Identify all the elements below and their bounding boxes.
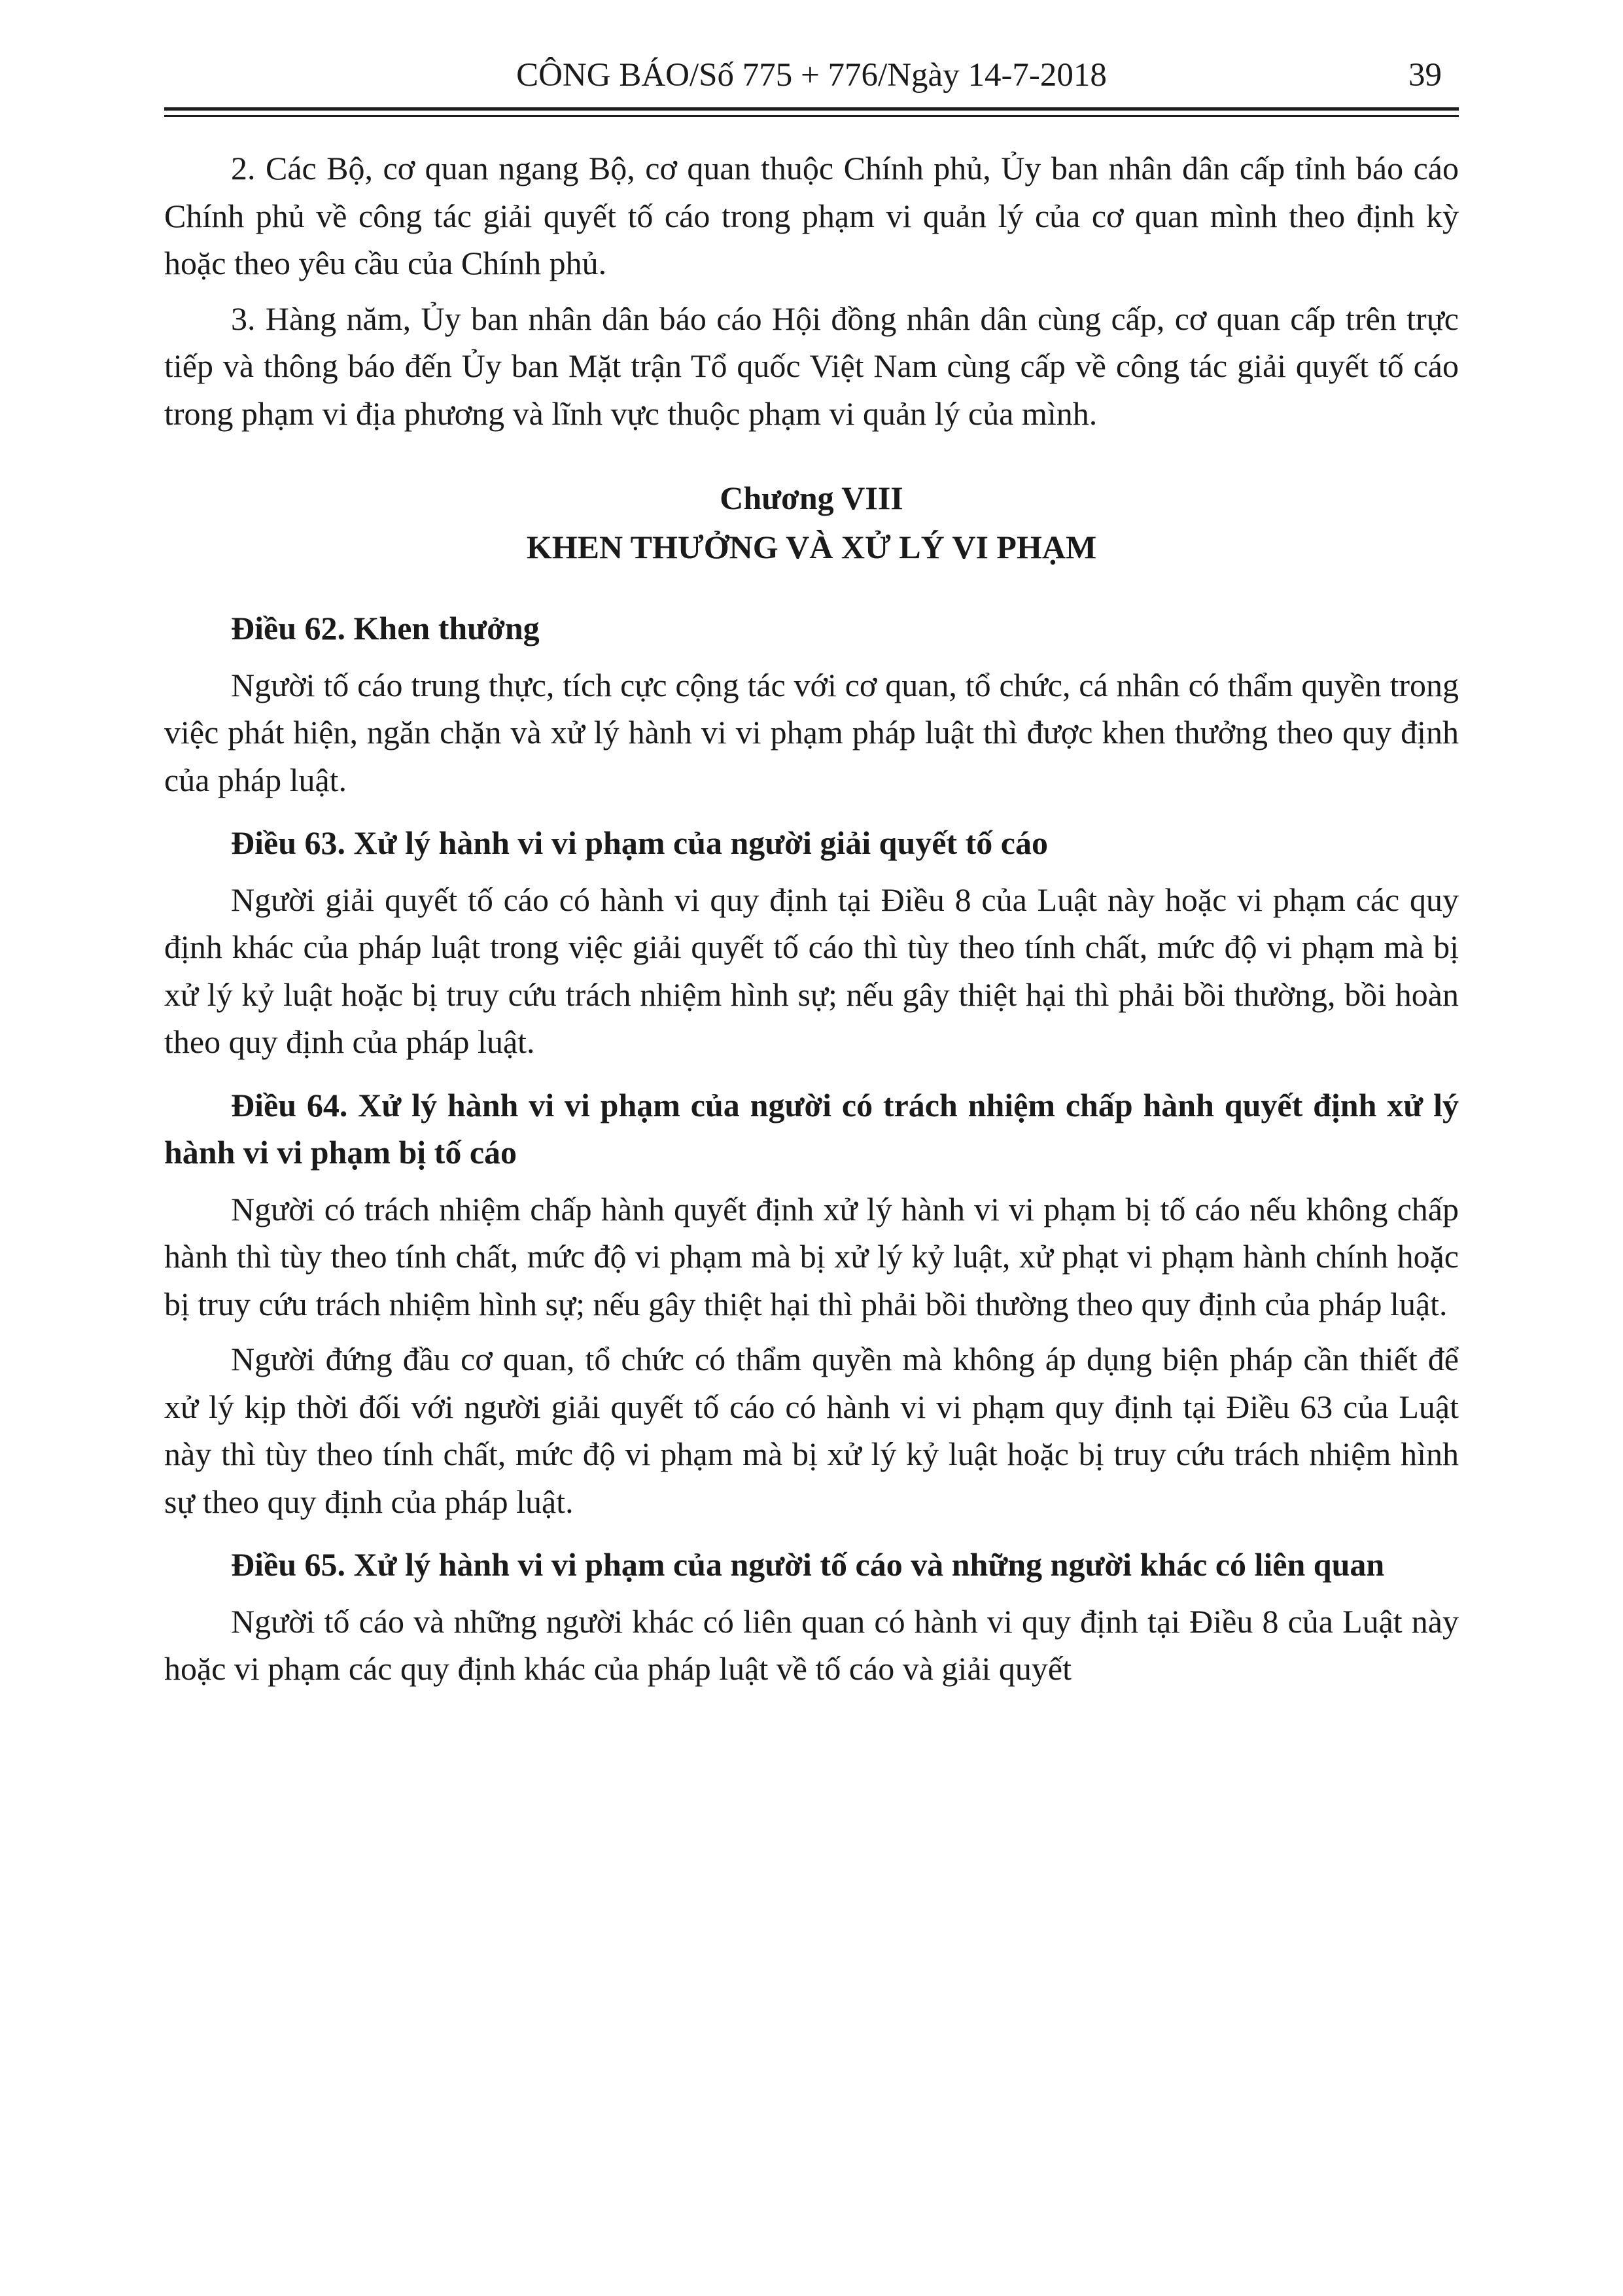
article-64-heading: Điều 64. Xử lý hành vi vi phạm của người có trách nhiệm chấp hành quyết định xử lý hành vi vi phạm bị tố cáo <box>164 1086 1459 1171</box>
document-content <box>164 145 1459 1693</box>
article-64-body-paragraph-1: Người có trách nhiệm chấp hành quyết định xử lý hành vi vi phạm bị tố cáo nếu không chấp hành thì tùy theo tính chất, mức độ vi phạm mà bị xử lý kỷ luật, xử phạt vi phạm hành chính hoặc bị truy cứu trách nhiệm hình sự; nếu gây thiệt hại thì phải bồi thường theo quy định của pháp luật. <box>164 1190 1459 1322</box>
paragraph-clause-2: 2. Các Bộ, cơ quan ngang Bộ, cơ quan thuộc Chính phủ, Ủy ban nhân dân cấp tỉnh báo cáo Chính phủ về công tác giải quyết tố cáo trong phạm vi quản lý của cơ quan mình theo định kỳ hoặc theo yêu cầu của Chính phủ. <box>164 150 1459 282</box>
chapter-heading <box>164 474 1459 572</box>
chapter-title: KHEN THƯỞNG VÀ XỬ LÝ VI PHẠM <box>526 529 1097 566</box>
page-number: 39 <box>1408 57 1442 94</box>
gazette-header-title: CÔNG BÁO/Số 775 + 776/Ngày 14-7-2018 <box>516 57 1107 94</box>
article-63-body: Người giải quyết tố cáo có hành vi quy định tại Điều 8 của Luật này hoặc vi phạm các quy định khác của pháp luật trong việc giải quyết tố cáo thì tùy theo tính chất, mức độ vi phạm mà bị xử lý kỷ luật hoặc bị truy cứu trách nhiệm hình sự; nếu gây thiệt hại thì phải bồi thường, bồi hoàn theo quy định của pháp luật. <box>164 881 1459 1061</box>
article-62-heading: Điều 62. Khen thưởng <box>231 610 540 647</box>
page-header <box>164 54 1459 97</box>
article-65-body: Người tố cáo và những người khác có liên quan có hành vi quy định tại Điều 8 của Luật này hoặc vi phạm các quy định khác của pháp luật về tố cáo và giải quyết <box>164 1602 1459 1687</box>
article-64-body-paragraph-2: Người đứng đầu cơ quan, tổ chức có thẩm quyền mà không áp dụng biện pháp cần thiết để xử lý kịp thời đối với người giải quyết tố cáo có hành vi vi phạm quy định tại Điều 63 của Luật này thì tùy theo tính chất, mức độ vi phạm mà bị xử lý kỷ luật hoặc bị truy cứu trách nhiệm hình sự theo quy định của pháp luật. <box>164 1341 1459 1520</box>
chapter-number: Chương VIII <box>720 480 903 517</box>
header-double-rule <box>164 107 1459 117</box>
article-63-heading: Điều 63. Xử lý hành vi vi phạm của người giải quyết tố cáo <box>231 824 1048 862</box>
paragraph-clause-3: 3. Hàng năm, Ủy ban nhân dân báo cáo Hội đồng nhân dân cùng cấp, cơ quan cấp trên trực tiếp và thông báo đến Ủy ban Mặt trận Tổ quốc Việt Nam cùng cấp về công tác giải quyết tố cáo trong phạm vi địa phương và lĩnh vực thuộc phạm vi quản lý của mình. <box>164 300 1459 432</box>
article-62-body: Người tố cáo trung thực, tích cực cộng tác với cơ quan, tổ chức, cá nhân có thẩm quyền trong việc phát hiện, ngăn chặn và xử lý hành vi vi phạm pháp luật thì được khen thưởng theo quy định của pháp luật. <box>164 666 1459 798</box>
article-65-heading: Điều 65. Xử lý hành vi vi phạm của người tố cáo và những người khác có liên quan <box>231 1546 1385 1583</box>
